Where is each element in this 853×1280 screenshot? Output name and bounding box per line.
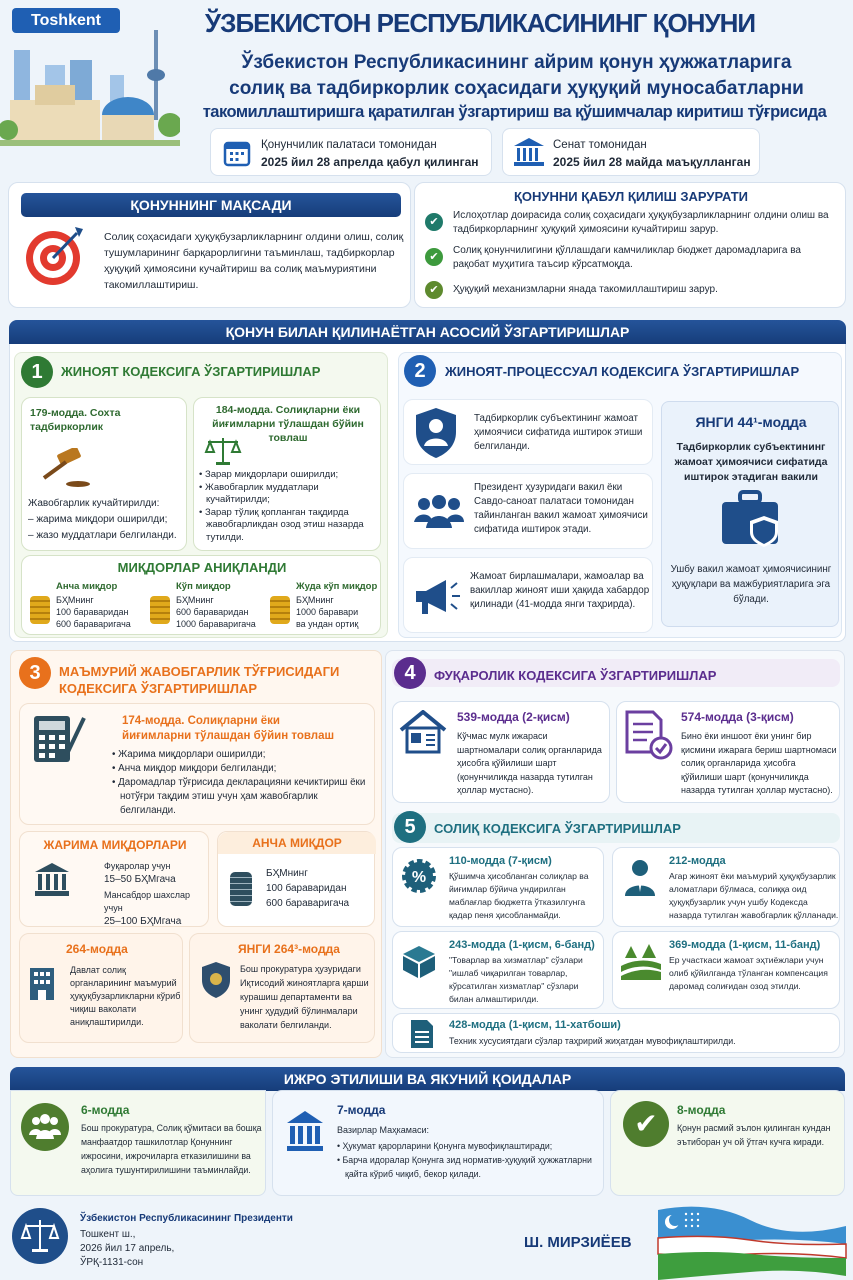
coins-icon xyxy=(230,872,252,906)
article-8-card: ✔ 8-модда Қонун расмий эълон қилинган кундан эътиборан уч ой ўтгач кучга киради. xyxy=(610,1090,845,1196)
government-building-icon xyxy=(513,137,545,167)
amounts-card: МИҚДОРЛАР АНИҚЛАНДИ Анча миқдор БҲМнинг 100 бараваридан 600 бараваригача Кўп миқдор БҲМнинг 600 бараваридан 1000 бараваригача Жуда кўп миқдор БҲМнинг 1000 баравари ва ундан ортиқ xyxy=(21,555,381,635)
house-icon xyxy=(399,710,447,754)
fines-card: ЖАРИМА МИҚДОРЛАРИ Фуқаролар учун 15–50 БҲМгача Мансабдор шахслар учун 25–100 БҲМгача xyxy=(19,831,209,927)
uzbekistan-flag xyxy=(650,1202,850,1280)
article-7-card: 7-модда Вазирлар Маҳкамаси: • Ҳукумат қарорларини Қонунга мувофиқлаштиради; • Барча идоралар Қонунга зид норматив-ҳуқуқий ҳужжатларни қайта кўриб чиқиб, бекор қилади. xyxy=(272,1090,604,1196)
date-value: 2025 йил 28 апрелда қабул қилинган xyxy=(261,155,479,169)
tax-article-card: 428-модда (1-қисм, 11-хатбоши) Техник хусусиятдаги сўзлар таҳририй жиҳатдан мувофиқлаштирилди. xyxy=(392,1013,840,1053)
amount-item: Кўп миқдор БҲМнинг 600 бараваридан 1000 бараваригача xyxy=(142,580,262,632)
purpose-title: ҚОНУННИНГ МАҚСАДИ xyxy=(21,193,401,217)
subtitle-line: Ўзбекистон Республикасининг айрим қонун ҳужжатларига xyxy=(241,52,792,73)
calculator-pen-icon xyxy=(32,714,88,764)
section-number: 4 xyxy=(394,657,426,689)
section-number: 5 xyxy=(394,811,426,843)
date-line: Сенат томонидан xyxy=(553,139,647,151)
date-card-chamber xyxy=(210,128,492,176)
briefcase-shield-icon xyxy=(720,490,782,548)
tax-article-card: 369-модда (1-қисм, 11-банд) Ер участкаси жамоат эҳтиёжлари учун олиб қўйилганда тўланган компенсация даромад солиғидан озод этилди. xyxy=(612,931,840,1009)
emblem-shield-icon xyxy=(200,960,232,1000)
check-circle-icon: ✔ xyxy=(623,1101,669,1147)
section-civil-tax-panel xyxy=(385,650,845,1058)
article-184-card: 184-модда. Солиқларни ёки йиғимларни тўлашдан бўйин товлаш • Зарар миқдорлари оширилди; • Жавобгарлик муддатлари кучайтирилди; • Зарар тўлиқ қопланган тақдирда жавобгарликдан озод этиш назарда тутилди. xyxy=(193,397,381,551)
tax-article-card: 212-модда Агар жиноят ёки маъмурий ҳуқуқбузарлик аломатлари бўлмаса, солиққа оид ҳуқуқбузарлик учун ушбу Кодексда назарда тутилган жавобгарлик қўлланади. xyxy=(612,847,840,927)
government-building-icon xyxy=(34,862,70,898)
calendar-icon xyxy=(223,139,251,167)
article-174-card: 174-модда. Солиқларни ёки йиғимларни тўлашдан бўйин товлаш • Жарима миқдорлари оширилди; • Анча миқдор миқдори белгиланди; • Даромадлар тўғрисида декларацияни кечиктириш ёки нотўғри тақдим этиш учун ҳам жавобгарлик белгиланди. xyxy=(19,703,375,825)
svg-text:%: % xyxy=(411,869,427,886)
date-card-senate xyxy=(502,128,760,176)
check-circle-icon: ✔ xyxy=(425,248,443,266)
date-line: Қонунчилик палатаси томонидан xyxy=(261,139,437,151)
group-people-icon xyxy=(414,494,464,530)
necessity-title: ҚОНУННИ ҚАБУЛ ҚИЛИШ ЗАРУРАТИ xyxy=(513,189,748,204)
final-provisions-title: ИЖРО ЭТИЛИШИ ВА ЯКУНИЙ ҚОИДАЛАР xyxy=(10,1067,845,1091)
coins-icon xyxy=(150,596,170,624)
necessity-item: ✔ Ислоҳотлар доирасида солиқ соҳасидаги ҳуқуқбузарликларнинг олдини олиш ва тадбиркорларнинг ҳуқуқий ҳимоясини кучайтириш зарур. xyxy=(425,209,840,237)
section-criminal-procedure-code xyxy=(398,352,842,638)
new-article-264-3-card: ЯНГИ 264³-модда Бош прокуратура ҳузуридаги Иқтисодий жиноятларга қарши курашиш департаменти ва унинг ҳудудий бўлинмалари ваколати белгиланди. xyxy=(189,933,375,1043)
city-badge: Toshkent xyxy=(12,8,120,33)
cp-item: Тадбиркорлик субъектининг жамоат ҳимоячиси сифатида иштирок этиши белгиланди. xyxy=(403,399,653,465)
shield-person-icon xyxy=(414,406,458,460)
date-value: 2025 йил 28 майда маъқулланган xyxy=(553,155,751,169)
article-539-card: 539-модда (2-қисм) Кўчмас мулк ижараси шартномалари солиқ органларида ҳисобга қўйилиши шарт (қонунчиликда назарда тутилган ҳоллар мустасно). xyxy=(392,701,610,803)
section-criminal-code xyxy=(14,352,388,638)
necessity-item: ✔ Солиқ қонунчилигини қўллашдаги камчиликлар бюджет даромадларига ва рақобат муҳитига таъсир кўрсатмоқда. xyxy=(425,244,840,272)
section-title: СОЛИҚ КОДЕКСИГА ЎЗГАРТИРИШЛАР xyxy=(434,821,681,836)
signing-details: Тошкент ш., 2026 йил 17 апрель, ЎРҚ-1131-сон xyxy=(80,1229,175,1268)
section-number: 2 xyxy=(404,355,436,387)
cp-item: Жамоат бирлашмалари, жамоалар ва вакиллар жиноят иши ҳақида хабардор қилинади (41-модда янги таҳрирда). xyxy=(403,557,653,633)
document-icon xyxy=(409,1018,435,1050)
box-icon xyxy=(401,944,437,980)
section-title: ЖИНОЯТ КОДЕКСИГА ЎЗГАРТИРИШЛАР xyxy=(61,364,321,379)
subtitle-line: такомиллаштиришга қаратилган ўзгартириш ва қўшимчалар киритиш тўғрисида xyxy=(202,103,827,121)
main-changes-title: ҚОНУН БИЛАН ҚИЛИНАЁТГАН АСОСИЙ ЎЗГАРТИРИШЛАР xyxy=(9,320,846,344)
tashkent-city-illustration xyxy=(0,30,180,150)
section-number: 3 xyxy=(19,657,51,689)
people-circle-icon xyxy=(21,1103,69,1151)
page-title: ЎЗБЕКИСТОН РЕСПУБЛИКАСИНИНГ ҚОНУНИ xyxy=(205,8,756,38)
percent-gear-icon xyxy=(401,858,437,894)
gavel-icon xyxy=(40,448,90,488)
tax-article-card: 243-модда (1-қисм, 6-банд) "Товарлар ва хизматлар" сўзлари "ишлаб чиқарилган товарлар, кўрсатилган хизматлар" сўзлари билан алмаштирилди. xyxy=(392,931,604,1009)
scales-icon xyxy=(204,436,242,466)
section-title: ЖИНОЯТ-ПРОЦЕССУАЛ КОДЕКСИГА ЎЗГАРТИРИШЛАР xyxy=(445,364,800,379)
section-title: МАЪМУРИЙ ЖАВОБГАРЛИК ТЎҒРИСИДАГИ КОДЕКСИГА ЎЗГАРТИРИШЛАР xyxy=(59,664,340,696)
president-signature: Ш. МИРЗИЁЕВ xyxy=(524,1234,632,1251)
document-check-icon xyxy=(623,710,673,760)
section-administrative-code xyxy=(10,650,382,1058)
cp-item: Президент ҳузуридаги вакил ёки Савдо-саноат палатаси томонидан тайинланган вакил жамоат ҳимоячиси сифатида иштирок этади. xyxy=(403,473,653,549)
article-179-card: 179-модда. Сохта тадбиркорлик Жавобгарлик кучайтирилди: – жарима миқдори оширилди; – жазо муддатлари белгиланди. xyxy=(21,397,187,551)
purpose-card xyxy=(8,182,411,308)
tax-article-card: % 110-модда (7-қисм) Қўшимча ҳисобланган солиқлар ва йиғимлар бўйича ундирилган маблағлар бюджетга ўтказилгунга қадар пеня ҳисобланмайди. xyxy=(392,847,604,927)
coins-icon xyxy=(270,596,290,624)
scales-emblem-icon xyxy=(12,1208,68,1264)
coins-icon xyxy=(30,596,50,624)
necessity-card xyxy=(414,182,846,308)
necessity-item: ✔ Ҳуқуқий механизмларни янада такомиллаштириш зарур. xyxy=(425,281,840,299)
new-article-44-card: ЯНГИ 44¹-модда Тадбиркорлик субъектининг жамоат ҳимоячиси сифатида иштирок этадиган вакили Ушбу вакил жамоат ҳимоячисининг ҳуқуқлари ва мажбуриятларига эга бўлади. xyxy=(661,401,839,627)
office-building-icon xyxy=(28,966,56,1002)
article-574-card: 574-модда (3-қисм) Бино ёки иншоот ёки унинг бир қисмини ижарага бериш шартномаси солиқ органларида ҳисобга қўйилиши шарт (қонунчиликда назарда тутилган ҳоллар мустасно). xyxy=(616,701,840,803)
businessman-icon xyxy=(623,858,657,898)
check-circle-icon: ✔ xyxy=(425,213,443,231)
amount-card: АНЧА МИҚДОР БҲМнинг 100 бараваридан 600 бараваригача xyxy=(217,831,375,927)
section-number: 1 xyxy=(21,356,53,388)
check-circle-icon: ✔ xyxy=(425,281,443,299)
land-plot-icon xyxy=(621,944,661,980)
section-title: ФУҚАРОЛИК КОДЕКСИГА ЎЗГАРТИРИШЛАР xyxy=(434,668,717,683)
target-icon xyxy=(23,225,85,287)
subtitle-line: солиқ ва тадбиркорлик соҳасидаги ҳуқуқий муносабатларни xyxy=(229,78,804,99)
article-6-card: 6-модда Бош прокуратура, Солиқ қўмитаси ва бошқа манфаатдор ташкилотлар Қонуннинг ижросини, ижрочиларга етказилишини ва аҳолига тушунтирилишини таъминлайди. xyxy=(10,1090,266,1196)
article-264-card: 264-модда Давлат солиқ органларининг маъмурий ҳуқуқбузарликларни кўриб чиқиш ваколати аниқлаштирилди. xyxy=(19,933,183,1043)
president-office: Ўзбекистон Республикасининг Президенти xyxy=(80,1213,293,1224)
amount-item: Жуда кўп миқдор БҲМнинг 1000 баравари ва ундан ортиқ xyxy=(262,580,382,632)
amount-item: Анча миқдор БҲМнинг 100 бараваридан 600 бараваригача xyxy=(22,580,142,632)
megaphone-icon xyxy=(414,578,462,616)
government-building-icon xyxy=(285,1109,325,1153)
purpose-text: Солиқ соҳасидаги ҳуқуқбузарликларнинг олдини олиш, солиқ тушумларининг барқарорлигини таъминлаш, тадбиркорлар ҳуқуқий ҳимоясини кучайтириш ва солиқ маъмуриятини такомиллаштириш. xyxy=(104,231,404,291)
